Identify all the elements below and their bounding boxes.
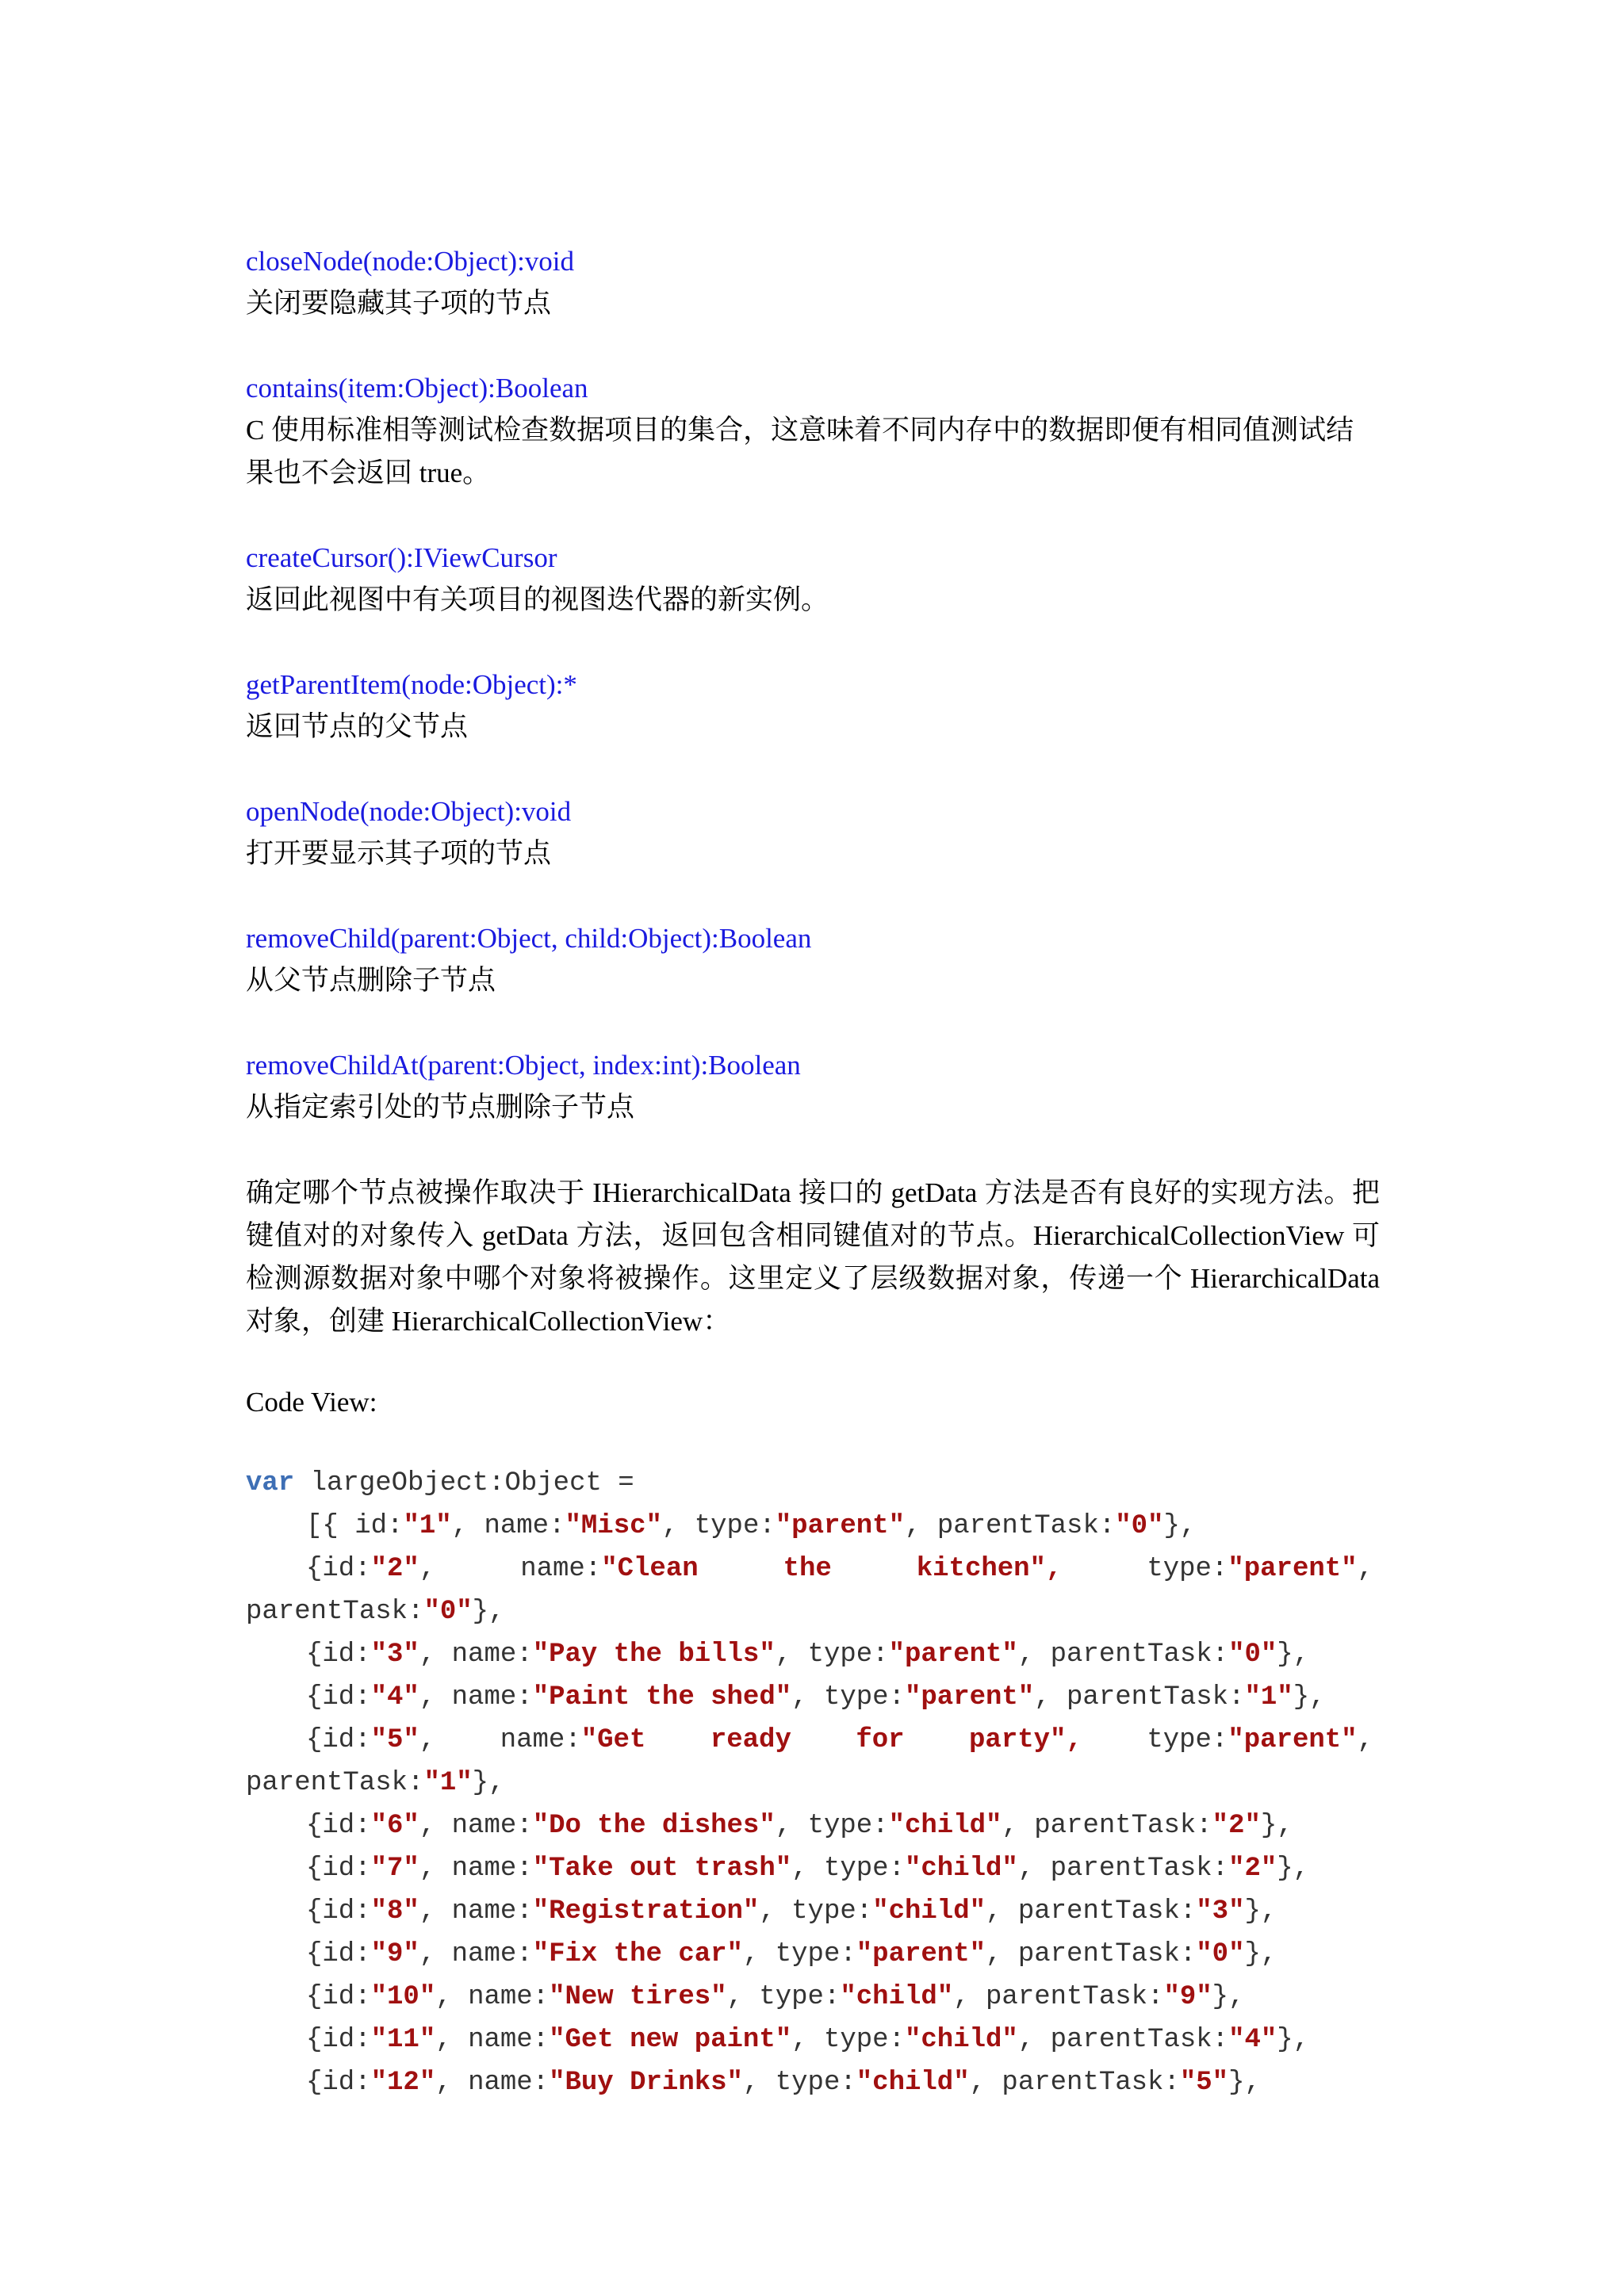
code-token: ,: [1034, 1682, 1067, 1712]
code-string: the: [783, 1554, 832, 1584]
code-string: kitchen",: [916, 1554, 1063, 1584]
method-close-node: [246, 241, 1380, 325]
code-token: ,: [419, 1682, 452, 1712]
code-string: "12": [370, 2068, 436, 2098]
code-string: "Pay the bills": [532, 1640, 776, 1670]
code-line: [246, 1505, 1380, 1548]
code-token: ,: [661, 1511, 695, 1541]
code-token: {: [306, 1811, 323, 1841]
code-token-group: {id:"5",: [306, 1725, 436, 1755]
method-remove-child: [246, 918, 1380, 1002]
code-token: name:: [451, 1811, 533, 1841]
code-string: "New tires": [549, 1982, 727, 2012]
code-string: "child": [840, 1982, 954, 2012]
code-token: },: [1277, 1854, 1310, 1884]
method-remove-child-at: [246, 1045, 1380, 1129]
code-line: [246, 1548, 1373, 1590]
code-token: parentTask:: [1067, 1682, 1245, 1712]
method-description: 返回节点的父节点: [246, 711, 469, 742]
code-token: {: [306, 1725, 323, 1755]
code-string: "5": [1179, 2068, 1229, 2098]
code-token: ,: [791, 1682, 824, 1712]
method-contains: [246, 368, 1380, 495]
code-token: {: [306, 1554, 323, 1584]
code-token: ,: [969, 2068, 1002, 2098]
code-string: "child": [904, 1854, 1018, 1884]
code-token: ,: [742, 1939, 776, 1969]
code-token: id:: [322, 1811, 371, 1841]
code-string: "0": [1228, 1640, 1277, 1670]
code-line-declaration: [246, 1462, 1380, 1505]
code-token: },: [1260, 1811, 1293, 1841]
code-token: ,: [759, 1896, 792, 1927]
code-token: },: [1293, 1682, 1326, 1712]
code-keyword: var: [246, 1468, 295, 1498]
code-string: "Take out trash": [532, 1854, 792, 1884]
code-token: },: [1244, 1939, 1277, 1969]
code-token: ,: [791, 1854, 824, 1884]
code-string: ready: [710, 1725, 791, 1755]
code-string: "child": [888, 1811, 1002, 1841]
code-token: ,: [419, 1854, 452, 1884]
code-string: "5": [370, 1725, 419, 1755]
code-string: "Get new paint": [549, 2025, 792, 2055]
code-string: "2": [1212, 1811, 1261, 1841]
code-string: "4": [1228, 2025, 1277, 2055]
code-token: type:: [775, 2068, 856, 2098]
code-token: [{: [306, 1511, 355, 1541]
method-signature: removeChildAt(parent:Object, index:int):Boolean: [246, 1050, 801, 1081]
code-token: ,: [435, 2068, 469, 2098]
code-token: type:: [823, 2025, 905, 2055]
code-token: id:: [322, 1982, 371, 2012]
code-token: type:: [791, 1896, 873, 1927]
code-token: ,: [1017, 1854, 1051, 1884]
code-token: parentTask:: [1017, 1896, 1197, 1927]
code-token-group: [500, 1719, 646, 1762]
code-string: "7": [370, 1854, 419, 1884]
code-token: {: [306, 2025, 323, 2055]
explanation-paragraph: 确定哪个节点被操作取决于 IHierarchicalData 接口的 getData 方法是否有良好的实现方法。把键值对的对象传入 getData 方法，返回包含相同键值对的节点。HierarchicalCollectionView 可检测源数据对象中哪个对象将被操作。这里定义了层级数据对象，传递一个 HierarchicalData 对象，创建 HierarchicalCollectionView：: [246, 1177, 1380, 1337]
code-token: id:: [322, 1554, 371, 1584]
method-signature: contains(item:Object):Boolean: [246, 373, 588, 404]
code-string: "2": [1228, 1854, 1277, 1884]
code-token: name:: [451, 1939, 533, 1969]
code-line: [246, 1590, 1380, 1633]
code-string: "1": [423, 1768, 473, 1798]
code-token: ,: [435, 2025, 469, 2055]
code-token: {: [306, 1896, 323, 1927]
code-string: "child": [856, 2068, 970, 2098]
code-token: {: [306, 1854, 323, 1884]
code-string: "1": [1244, 1682, 1293, 1712]
code-token: ,: [742, 2068, 776, 2098]
code-string: "Registration": [532, 1896, 760, 1927]
code-token: },: [1244, 1896, 1277, 1927]
method-description: C 使用标准相等测试检查数据项目的集合，这意味着不同内存中的数据即便有相同值测试结果也不会返回 true。: [246, 415, 1354, 488]
code-line: [246, 1719, 1373, 1762]
code-token: ,: [953, 1982, 986, 2012]
code-string: "10": [370, 1982, 436, 2012]
code-string: "parent": [856, 1939, 986, 1969]
code-token: ,: [419, 1811, 452, 1841]
code-token: id:: [322, 1682, 371, 1712]
code-token: name:: [500, 1725, 581, 1755]
code-token: parentTask:: [1050, 1854, 1229, 1884]
method-signature: openNode(node:Object):void: [246, 796, 572, 827]
code-token: },: [1163, 1511, 1197, 1541]
code-string: for: [856, 1725, 905, 1755]
document-page: [246, 241, 1380, 2104]
code-token: parentTask:: [1034, 1811, 1212, 1841]
code-token: parentTask:: [1017, 1939, 1197, 1969]
code-string: "Do the dishes": [532, 1811, 776, 1841]
code-token: ,: [905, 1511, 937, 1541]
code-token: id:: [322, 1939, 371, 1969]
code-string: "8": [370, 1896, 419, 1927]
method-description: 打开要显示其子项的节点: [246, 838, 552, 869]
code-line: [246, 1633, 1380, 1676]
code-line: [246, 1976, 1380, 2019]
code-string: "Paint the shed": [532, 1682, 792, 1712]
code-token: ,: [775, 1640, 808, 1670]
code-line: [246, 1762, 1380, 1804]
method-description: 关闭要隐藏其子项的节点: [246, 288, 552, 319]
code-string: "Buy Drinks": [549, 2068, 743, 2098]
code-token: name:: [468, 2068, 550, 2098]
code-token: ,: [1002, 1811, 1035, 1841]
code-token: parentTask:: [246, 1768, 424, 1798]
code-token: type:: [759, 1982, 841, 2012]
code-listing: [246, 1462, 1380, 2104]
code-token: },: [472, 1768, 505, 1798]
method-signature: getParentItem(node:Object):*: [246, 669, 577, 700]
code-line: [246, 1847, 1380, 1890]
code-token: {: [306, 2068, 323, 2098]
code-token: type:: [1147, 1725, 1228, 1755]
code-token: id:: [322, 1896, 371, 1927]
code-token: name:: [451, 1854, 533, 1884]
code-line: [246, 2019, 1380, 2061]
code-token: type:: [807, 1640, 889, 1670]
code-token: type:: [775, 1939, 856, 1969]
code-token: },: [472, 1597, 505, 1627]
code-token: ,: [419, 1939, 452, 1969]
code-token: name:: [451, 1640, 533, 1670]
code-declaration: largeObject:Object =: [294, 1468, 634, 1498]
method-description: 从指定索引处的节点删除子节点: [246, 1092, 635, 1123]
method-create-cursor: [246, 538, 1380, 622]
code-string: "Clean: [601, 1554, 699, 1584]
method-open-node: [246, 791, 1380, 875]
code-token: ,: [986, 1939, 1018, 1969]
code-line: [246, 1933, 1380, 1976]
code-token: ,: [435, 1982, 469, 2012]
code-token: name:: [520, 1554, 602, 1584]
code-token: name:: [451, 1682, 533, 1712]
code-string: "parent": [904, 1682, 1035, 1712]
code-token: name:: [484, 1511, 565, 1541]
method-get-parent-item: [246, 664, 1380, 748]
code-string: "3": [1196, 1896, 1245, 1927]
code-string: "2": [370, 1554, 419, 1584]
method-description: 返回此视图中有关项目的视图迭代器的新实例。: [246, 584, 829, 615]
code-string: "0": [1115, 1511, 1164, 1541]
code-token: ,: [775, 1811, 808, 1841]
code-string: "4": [370, 1682, 419, 1712]
code-token: ,: [1017, 2025, 1051, 2055]
code-token: ,: [451, 1511, 485, 1541]
code-string: "Get: [580, 1725, 646, 1755]
code-token-group: [520, 1548, 698, 1590]
code-token: id:: [322, 1854, 371, 1884]
method-signature: removeChild(parent:Object, child:Object):Boolean: [246, 923, 812, 954]
code-token: ,: [791, 2025, 824, 2055]
code-string: "parent": [1228, 1725, 1358, 1755]
code-token: {: [306, 1982, 323, 2012]
code-string: "0": [423, 1597, 473, 1627]
code-token: type:: [823, 1854, 905, 1884]
code-token: parentTask:: [246, 1597, 424, 1627]
code-string: "Misc": [565, 1511, 662, 1541]
code-token: name:: [451, 1896, 533, 1927]
code-token: },: [1277, 1640, 1310, 1670]
method-signature: closeNode(node:Object):void: [246, 246, 575, 277]
code-string: "1": [403, 1511, 452, 1541]
code-view-label: Code View:: [246, 1387, 377, 1418]
code-string: "3": [370, 1640, 419, 1670]
code-token: ,: [419, 1640, 452, 1670]
code-token: id:: [322, 1640, 371, 1670]
code-line: [246, 1804, 1380, 1847]
code-string: "parent": [1228, 1554, 1358, 1584]
code-token: ,: [419, 1896, 452, 1927]
code-string: "child": [905, 2025, 1018, 2055]
code-token: type:: [694, 1511, 776, 1541]
code-string: "0": [1196, 1939, 1245, 1969]
code-token: },: [1277, 2025, 1310, 2055]
code-token: {: [306, 1682, 323, 1712]
code-token: name:: [468, 1982, 550, 2012]
code-line: [246, 1890, 1380, 1933]
code-token: type:: [807, 1811, 889, 1841]
code-string: party",: [969, 1725, 1082, 1755]
method-signature: createCursor():IViewCursor: [246, 542, 557, 573]
code-string: "9": [370, 1939, 419, 1969]
code-token: type:: [1147, 1554, 1228, 1584]
code-token: ,: [1017, 1640, 1051, 1670]
code-string: "parent": [888, 1640, 1018, 1670]
code-string: "parent": [775, 1511, 905, 1541]
code-token: type:: [823, 1682, 905, 1712]
code-token-group: type:"parent",: [1147, 1554, 1373, 1584]
code-token: id:: [322, 2068, 371, 2098]
code-token: parentTask:: [1050, 1640, 1229, 1670]
method-description: 从父节点删除子节点: [246, 965, 496, 996]
code-token: parentTask:: [986, 1982, 1164, 2012]
code-token: parentTask:: [936, 1511, 1116, 1541]
code-string: "child": [872, 1896, 986, 1927]
code-string: "Fix the car": [532, 1939, 743, 1969]
code-token: ,: [986, 1896, 1018, 1927]
code-token: {: [306, 1939, 323, 1969]
code-token: parentTask:: [1002, 2068, 1180, 2098]
code-token-group: type:"parent",: [1147, 1725, 1373, 1755]
code-line: [246, 2061, 1380, 2104]
code-token: parentTask:: [1050, 2025, 1229, 2055]
code-token: id:: [322, 1725, 371, 1755]
code-token: name:: [468, 2025, 550, 2055]
code-token: id:: [322, 2025, 371, 2055]
code-string: "11": [370, 2025, 436, 2055]
code-token: id:: [354, 1511, 404, 1541]
code-string: "9": [1163, 1982, 1212, 2012]
code-token: },: [1228, 2068, 1261, 2098]
code-token: ,: [726, 1982, 760, 2012]
code-token: {: [306, 1640, 323, 1670]
code-string: "6": [370, 1811, 419, 1841]
code-line: [246, 1676, 1380, 1719]
code-token: },: [1212, 1982, 1245, 2012]
code-token-group: {id:"2",: [306, 1554, 436, 1584]
